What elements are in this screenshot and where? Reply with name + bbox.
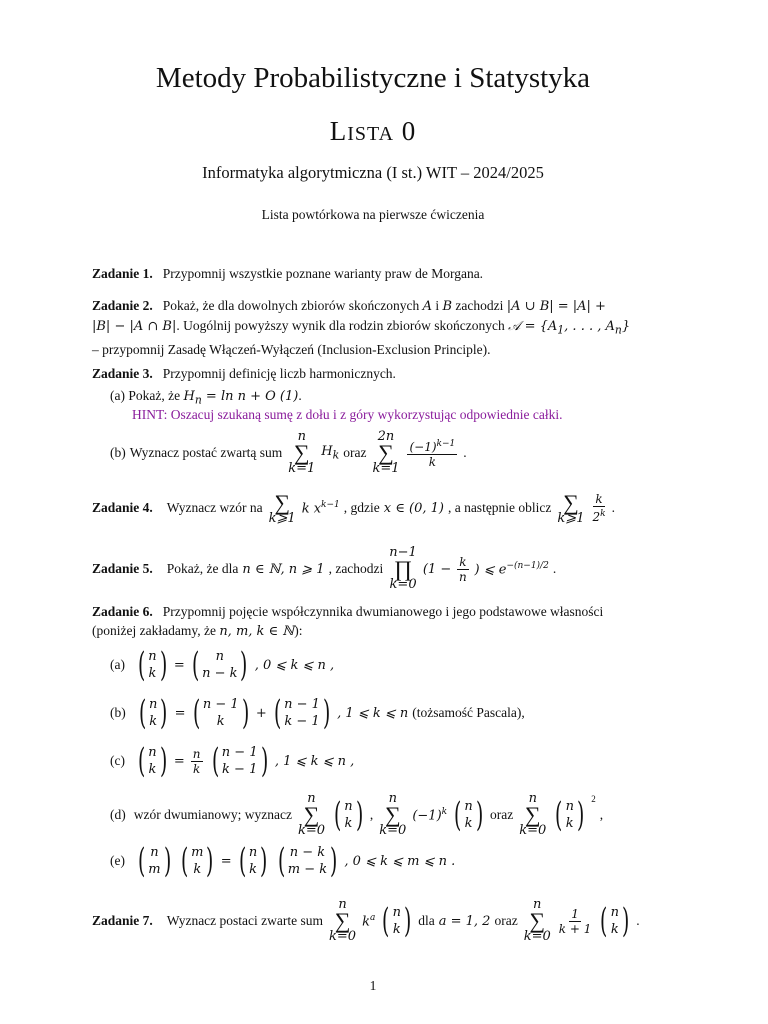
task-6d: (d) wzór dwumianowy; wyznacz n ∑ k=0 ( n k ) , n ∑ k=0 $(-1)^k$ ( n k ) oraz n ∑ k=0 ( n k ) $^2$ , (110, 791, 604, 838)
task-6: Zadanie 6. Przypomnij pojęcie współczynnika dwumianowego i jego podstawowe własności (poniżej zakładamy, że n, m, k ∈ ℕ): (92, 604, 604, 639)
task-2: Zadanie 2. Pokaż, że dla dowolnych zbiorów skończonych A i B zachodzi |A ∪ B| = |A| + |B| − |A ∩ B|. Uogólnij powyższy wynik dla rodzin zbiorów skończonych 𝒜 = {$A_1$, . . . , $A_n$} – przypomnij Zasadę Włączeń-Wyłączeń (Inclusion-Exclusion Principle). (92, 298, 631, 357)
task-4: Zadanie 4. Wyznacz wzór na ∑ k⩾1 k $x^{k-1}$ , gdzie x ∈ (0, 1) , a następnie oblicz ∑ k⩾1 $\frac{k}{2^k}$ . (92, 490, 615, 526)
task-1: Zadanie 1. Przypomnij wszystkie poznane warianty praw de Morgana. (92, 266, 484, 281)
task-5: Zadanie 5. Pokaż, że dla n ∈ ℕ, n ⩾ 1 , zachodzi n−1 ∏ k=0 (1 − $\frac{k}{n}$ ) ⩽ $e^{-(n-1)/2}$ . (92, 545, 557, 592)
course-info: Informatyka algorytmiczna (I st.) WIT – 2024/2025 (202, 163, 544, 182)
task-7: Zadanie 7. Wyznacz postaci zwarte sum n ∑ k=0 $k^a$ ( n k ) dla a = 1, 2 oraz n ∑ k=0 $\frac{1}{k + 1}$ ( n k ) . (92, 897, 640, 944)
task-6a: (a) ( n k ) = ( n n − k ) , 0 ⩽ k ⩽ n , (110, 645, 335, 685)
document-page (92, 0, 654, 1024)
list-title: LISTA 0 (329, 116, 417, 146)
page-title: Metody Probabilistyczne i Statystyka (155, 62, 591, 94)
task-3a: (a) Pokaż, że $H_n = \ln n + O$ (1). HINT: Oszacuj szukaną sumę z dołu i z góry wykorzystując odpowiednie całki. (110, 388, 563, 422)
task-3: Zadanie 3. Przypomnij definicję liczb harmonicznych. (92, 366, 396, 381)
task-6c: (c) ( n k ) = $\frac{n}{k}$ ( n − 1 k − 1 ) , 1 ⩽ k ⩽ n , (110, 741, 355, 781)
task-6b: (b) ( n k ) = ( n − 1 k ) + ( n − 1 k − 1 ) , 1 ⩽ k ⩽ n (tożsamość Pascala), (110, 693, 525, 733)
task-6e: (e) ( n m ) ( m k ) = ( n k ) ( n − k m − k ) , 0 ⩽ k ⩽ m ⩽ n . (110, 841, 456, 881)
hint-text: HINT: Oszacuj szukaną sumę z dołu i z góry wykorzystując odpowiednie całki. (132, 406, 563, 422)
list-note: Lista powtórkowa na pierwsze ćwiczenia (261, 207, 485, 222)
task-3b: (b) Wyznacz postać zwartą sum n ∑ k=1 $H_k$ oraz 2n ∑ k=1 $\frac{(-1)^{k-1}}{k}$ . (110, 429, 467, 476)
page-number: 1 (369, 978, 377, 993)
